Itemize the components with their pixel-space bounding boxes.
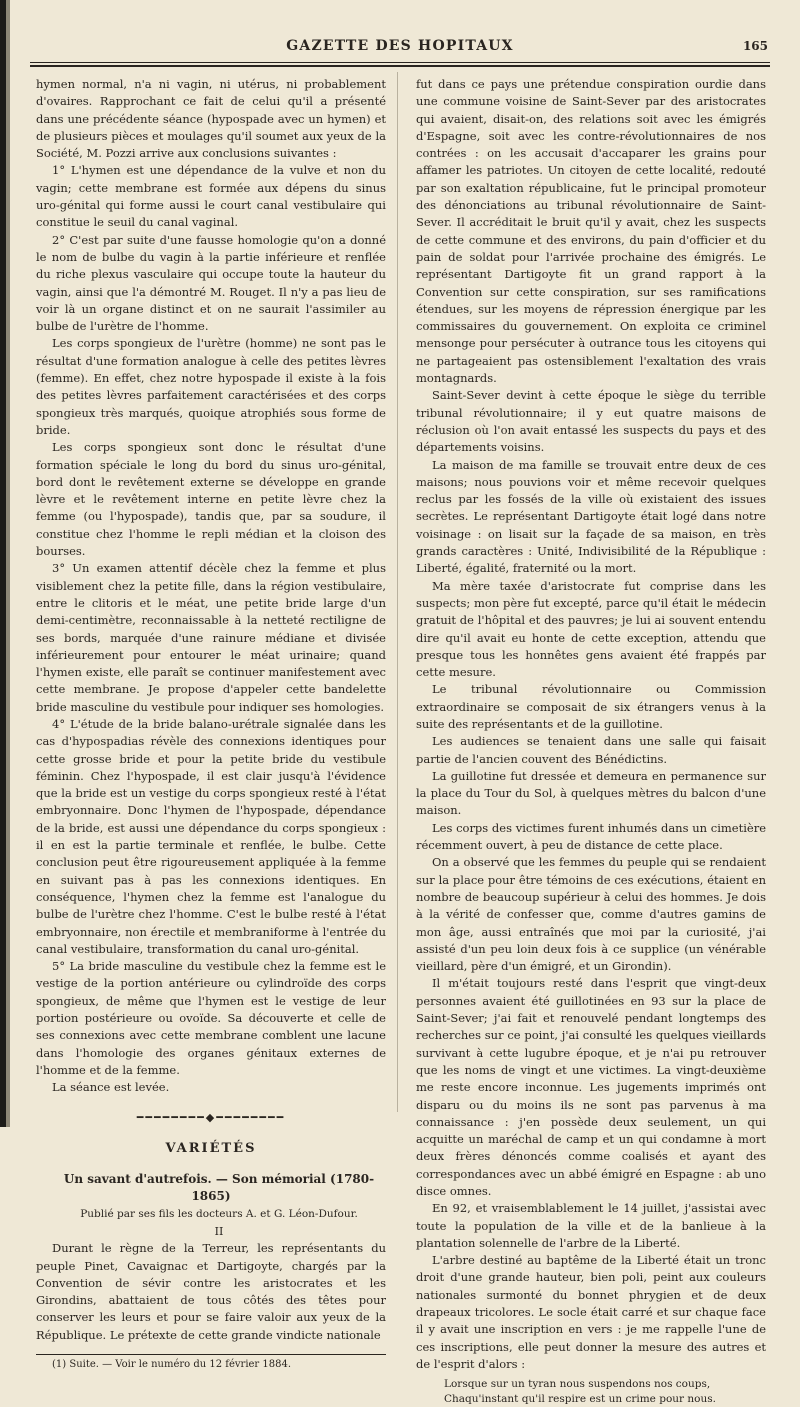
paragraph: fut dans ce pays une prétendue conspiration ourdie dans une commune voisine de Saint-Sever par des aristocrates qui avaient, disait-on, des relations soit avec les émigrés d'Espagne, soit avec les contre-révolutionnaires de nos contrées : on les accusait d'accaparer les grains pour affamer les patriotes. Un citoyen de cette localité, redouté par son exaltation républicaine, fut le principal promoteur des dénonciations au tribunal révolutionnaire de Saint-Sever. Il accréditait le bruit qu'il y avait, chez les suspects de cette commune et des environs, du pain d'officier et du pain de soldat pour l'arrivée prochaine des émigrés. Le représentant Dartigoyte fit un grand rapport à la Convention sur cette conspiration, sur ses ramifications étendues, sur les moyens de répression énergique par les commissaires du gouvernement. On exploita ce criminel mensonge pour persécuter à outrance tous les citoyens qui ne partageaient pas ostensiblement l'exaltation des vrais montagnards. [416, 77, 766, 386]
paragraph: Les corps spongieux sont donc le résultat d'une formation spéciale le long du bord du sinus uro-génital, bord dont le revêtement externe se développe en grande lèvre et le revêtement interne en petite lèvre chez la femme (ou l'hypospade), tandis que, par sa soudure, il constitue chez l'homme le repli médian et la cloison des bourses. [36, 440, 386, 559]
paragraph: 2° C'est par suite d'une fausse homologie qu'on a donné le nom de bulbe du vagin à la partie inférieure et renflée du riche plexus vasculaire qui occupe toute la hauteur du vagin, ainsi que l'a démontré M. Rouget. Il n'y a pas lieu de voir là un organe distinct et on ne saurait l'assimiler au bulbe de l'urètre de l'homme. [36, 232, 386, 334]
header-rule [30, 62, 770, 63]
paragraph: 5° La bride masculine du vestibule chez la femme est le vestige de la portion antérieure ou cylindroïde des corps spongieux, de même que l'hymen est le vestige de leur portion postérieure ou ovoïde. Sa découverte et celle de ses connexions avec cette membrane comblent une lacune dans l'homologie des organes génitaux externes de l'homme et de la femme. [36, 959, 386, 1077]
paragraph: La maison de ma famille se trouvait entre deux de ces maisons; nous pouvions voir et même recevoir quelques reclus par les fossés de la ville où existaient des issues secrètes. Le représentant Dartigoyte était logé dans notre voisinage : on lisait sur la façade de sa maison, en très grands caractères : Unité, Indivisibilité de la République : Liberté, égalité, fraternité ou la mort. [416, 457, 766, 576]
paragraph: 4° L'étude de la bride balano-urétrale signalée dans les cas d'hypospadias révèle des connexions identiques pour cette grosse bride et pour la petite bride du vestibule féminin. Chez l'hypospade, il est clair jusqu'à l'évidence que la bride est un vestige du corps spongieux resté à l'état embryonnaire. Donc l'hymen de l'hypospade, dépendance de la bride, est aussi une dépendance du corps spongieux : il en est la partie terminale et renflée, le bulbe. Cette conclusion peut être rigoureusement appliquée à la femme en suivant pas à pas les connexions identiques. En conséquence, l'hymen chez la femme est l'analogue du bulbe de l'urètre chez l'homme. C'est le bulbe resté à l'état embryonnaire, non érectile et membraniforme à l'entrée du canal vestibulaire, transformation du canal uro-génital. [36, 716, 386, 956]
paragraph: Il m'était toujours resté dans l'esprit que vingt-deux personnes avaient été guillotinées en 93 sur la place de Saint-Sever; j'ai fait et renouvelé pendant longtemps des recherches sur ce point, j'ai consulté les quelques vieillards survivant à cette lugubre époque, et je n'ai pu retrouver que les noms de vingt et une victimes. La vingt-deuxième me reste encore inconnue. Les jugements imprimés ont disparu ou du moins ils ne sont pas parvenus à ma connaissance : j'en possède deux seulement, un qui acquitte un maréchal de camp et un qui condamne à mort deux frères dénoncés comme coalisés et ayant des correspondances avec un abbé émigré en Espagne : ab uno disce omnes. [416, 976, 766, 1198]
part-number: II [214, 1225, 224, 1238]
paragraph: La guillotine fut dressée et demeura en permanence sur la place du Tour du Sol, à quelques mètres du balcon d'une maison. [416, 768, 766, 818]
article-byline: Publié par ses fils les docteurs A. et G. Léon-Dufour. [80, 1207, 358, 1220]
footnote: (1) Suite. — Voir le numéro du 12 février 1884. [52, 1359, 292, 1371]
paragraph: Les corps des victimes furent inhumés dans un cimetière récemment ouvert, à peu de distance de cette place. [416, 820, 766, 853]
paragraph: Les corps spongieux de l'urètre (homme) ne sont pas le résultat d'une formation analogue à celle des petites lèvres (femme). En effet, chez notre hypospade il existe à la fois des petites lèvres parfaitement caractérisées et des corps spongieux très marqués, quoique atrophiés sous forme de bride. [36, 336, 386, 437]
paragraph: On a observé que les femmes du peuple qui se rendaient sur la place pour être témoins de ces exécutions, étaient en nombre de beaucoup supérieur à celui des hommes. Je dois à la vérité de confesser que, comme d'autres gamins de mon âge, aussi entraînés que moi par la curiosité, j'ai assisté d'un peu loin deux fois à ce supplice (un vénérable vieillard, père d'un émigré, et un Girondin). [416, 855, 766, 974]
paragraph: 1° L'hymen est une dépendance de la vulve et non du vagin; cette membrane est formée aux dépens du sinus uro-génital qui forme aussi le court canal vestibulaire qui constitue le seuil du canal vaginal. [36, 163, 386, 230]
paragraph: Saint-Sever devint à cette époque le siège du terrible tribunal révolutionnaire; il y eut quatre maisons de réclusion où l'on avait entassé les suspects du pays et des départements voisins. [416, 388, 766, 455]
column-divider [397, 72, 398, 1112]
verse-line: Chaqu'instant qu'il respire est un crime pour nous. [444, 1393, 716, 1406]
paragraph: L'arbre destiné au baptême de la Liberté était un tronc droit d'une grande hauteur, bien poli, peint aux couleurs nationales surmonté du bonnet phrygien et de deux drapeaux tricolores. Le socle était carré et sur chaque face il y avait une inscription en vers : je me rappelle l'une de ces inscriptions, elle peut donner la mesure des autres et de l'esprit d'alors : [416, 1253, 766, 1371]
left-column [36, 76, 386, 1372]
footnote-rule [36, 1354, 386, 1355]
page-header [30, 38, 770, 60]
section-title: VARIÉTÉS [165, 1140, 257, 1156]
paragraph: Les audiences se tenaient dans une salle qui faisait partie de l'ancien couvent des Bénédictins. [416, 734, 766, 766]
verse-quote [416, 1377, 766, 1407]
page-number: 165 [742, 39, 768, 53]
right-column [416, 76, 766, 1407]
paragraph: La séance est levée. [52, 1080, 170, 1095]
binding-shadow [6, 0, 10, 1127]
header-rule-thick [30, 65, 770, 67]
article-title: Un savant d'autrefois. — Son mémorial (1780-1865) [63, 1172, 375, 1204]
paragraph: Le tribunal révolutionnaire ou Commission extraordinaire se composait de six étrangers venus à la suite des représentants et de la guillotine. [416, 682, 766, 731]
verse-line: Lorsque sur un tyran nous suspendons nos coups, [444, 1378, 711, 1391]
paragraph: En 92, et vraisemblablement le 14 juillet, j'assistai avec toute la population de la ville et de la banlieue à la plantation solennelle de l'arbre de la Liberté. [416, 1201, 766, 1250]
paragraph: hymen normal, n'a ni vagin, ni utérus, ni probablement d'ovaires. Rapprochant ce fait de celui qu'il a présenté dans une précédente séance (hypospade avec un hymen) et de plusieurs pièces et moulages qu'il soumet aux yeux de la Société, M. Pozzi arrive aux conclusions suivantes : [36, 77, 386, 161]
paragraph: Ma mère taxée d'aristocrate fut comprise dans les suspects; mon père fut excepté, parce qu'il était le médecin gratuit de l'hôpital et des pauvres; je lui ai souvent entendu dire qu'il avait eu honte de cette exception, attendu que presque tous les honnêtes gens avaient été frappés par cette mesure. [416, 578, 766, 680]
journal-title: GAZETTE DES HOPITAUX [286, 38, 514, 54]
paragraph: Durant le règne de la Terreur, les représentants du peuple Pinet, Cavaignac et Dartigoyte, chargés par la Convention de sévir contre les aristocrates et les Girondins, abattaient de tous côtés des têtes pour conserver les leurs et pour se faire valoir aux yeux de la République. Le prétexte de cette grande vindicte nationale [36, 1241, 386, 1342]
ornament-rule: ━━━━━━━━◆━━━━━━━━ [136, 1110, 286, 1124]
paragraph: 3° Un examen attentif décèle chez la femme et plus visiblement chez la petite fille, dans la région vestibulaire, entre le clitoris et le méat, une petite bride large d'un demi-centimètre, reconnaissable à la netteté rectiligne de ses bords, marquée d'une rainure médiane et divisée inférieurement pour entourer le méat urinaire; quand l'hymen existe, elle paraît se continuer manifestement avec cette membrane. Je propose d'appeler cette bandelette bride masculine du vestibule pour indiquer ses homologies. [36, 561, 386, 714]
